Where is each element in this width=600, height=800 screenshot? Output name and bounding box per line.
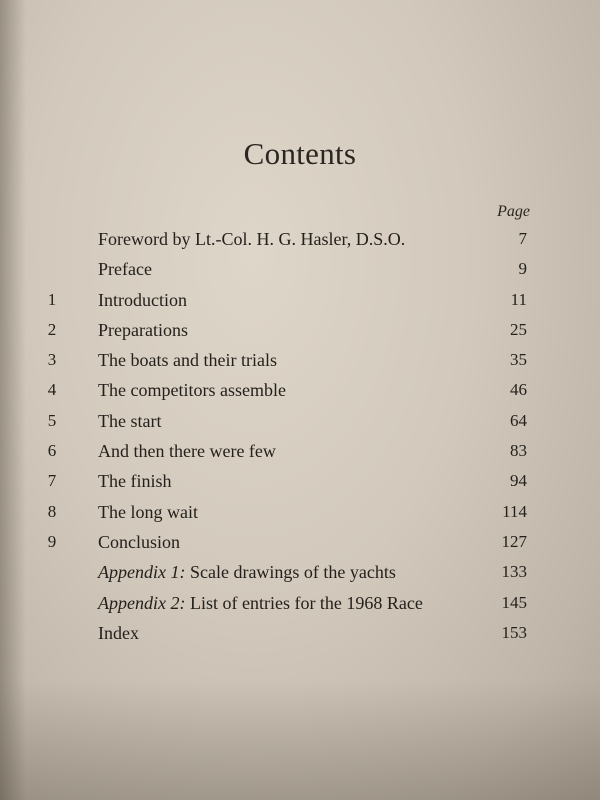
chapter-title-text: The competitors assemble <box>98 380 286 401</box>
chapter-number: 6 <box>47 441 57 461</box>
chapter-title <box>98 406 161 436</box>
toc-entry <box>0 224 600 254</box>
toc-entry <box>0 466 600 496</box>
chapter-title-text: Foreword by Lt.-Col. H. G. Hasler, D.S.O. <box>98 229 406 249</box>
chapter-title-text: Conclusion <box>98 531 181 552</box>
toc-entry <box>0 557 600 587</box>
table-of-contents <box>0 224 600 648</box>
page-number: 153 <box>501 622 527 642</box>
page-number: 11 <box>510 289 527 309</box>
page-number: 94 <box>510 471 527 491</box>
chapter-title <box>98 497 198 527</box>
toc-entry <box>0 254 600 284</box>
chapter-number: 7 <box>47 471 57 491</box>
page-number: 133 <box>501 562 527 582</box>
chapter-title <box>98 345 277 375</box>
chapter-title-text: The boats and their trials <box>98 350 277 371</box>
page-number: 64 <box>510 410 527 430</box>
chapter-title <box>98 557 396 587</box>
chapter-title-text: List of entries for the 1968 Race <box>189 592 423 613</box>
toc-entry <box>0 406 600 436</box>
chapter-number: 5 <box>47 410 57 430</box>
chapter-title <box>98 375 286 405</box>
chapter-number: 2 <box>47 319 57 339</box>
page-number: 114 <box>502 501 527 521</box>
page-number: 9 <box>518 259 527 279</box>
page-number: 25 <box>510 319 527 339</box>
chapter-title-text: The start <box>98 410 162 431</box>
chapter-title-text: Preparations <box>98 319 188 340</box>
chapter-title <box>98 527 180 557</box>
chapter-number: 9 <box>47 531 57 551</box>
chapter-title-text: And then there were few <box>98 441 276 462</box>
toc-entry <box>0 345 600 375</box>
page-number: 145 <box>501 592 527 612</box>
page-number: 35 <box>510 350 527 370</box>
toc-entry <box>0 618 600 648</box>
chapter-title-text: Index <box>98 622 139 643</box>
page-number: 7 <box>518 229 527 248</box>
toc-entry <box>0 315 600 345</box>
chapter-title-text: The long wait <box>98 501 198 522</box>
page-number: 127 <box>501 531 527 551</box>
chapter-title-text: The finish <box>98 471 172 492</box>
page-column-label: Page <box>497 203 530 220</box>
toc-entry <box>0 527 600 557</box>
chapter-title <box>98 588 423 618</box>
toc-entry <box>0 497 600 527</box>
chapter-number: 3 <box>47 350 57 370</box>
bottom-shadow <box>0 680 600 800</box>
toc-entry <box>0 436 600 466</box>
toc-entry <box>0 375 600 405</box>
chapter-number: 1 <box>47 289 57 309</box>
chapter-title-text: Introduction <box>98 289 187 310</box>
chapter-title <box>98 618 139 648</box>
contents-heading: Contents <box>243 136 357 171</box>
appendix-label: Appendix 2: <box>98 592 186 613</box>
appendix-label: Appendix 1: <box>98 562 186 583</box>
chapter-title <box>98 224 405 254</box>
page-number: 46 <box>510 380 527 400</box>
chapter-title <box>98 436 276 466</box>
chapter-title <box>98 254 152 284</box>
toc-entry <box>0 588 600 618</box>
chapter-title <box>98 466 172 496</box>
chapter-number: 8 <box>47 501 57 521</box>
chapter-title-text: Scale drawings of the yachts <box>189 562 396 583</box>
chapter-title-text: Preface <box>98 259 152 280</box>
chapter-title <box>98 315 188 345</box>
page-number: 83 <box>510 441 527 461</box>
chapter-number: 4 <box>47 380 57 400</box>
toc-entry <box>0 285 600 315</box>
chapter-title <box>98 285 187 315</box>
